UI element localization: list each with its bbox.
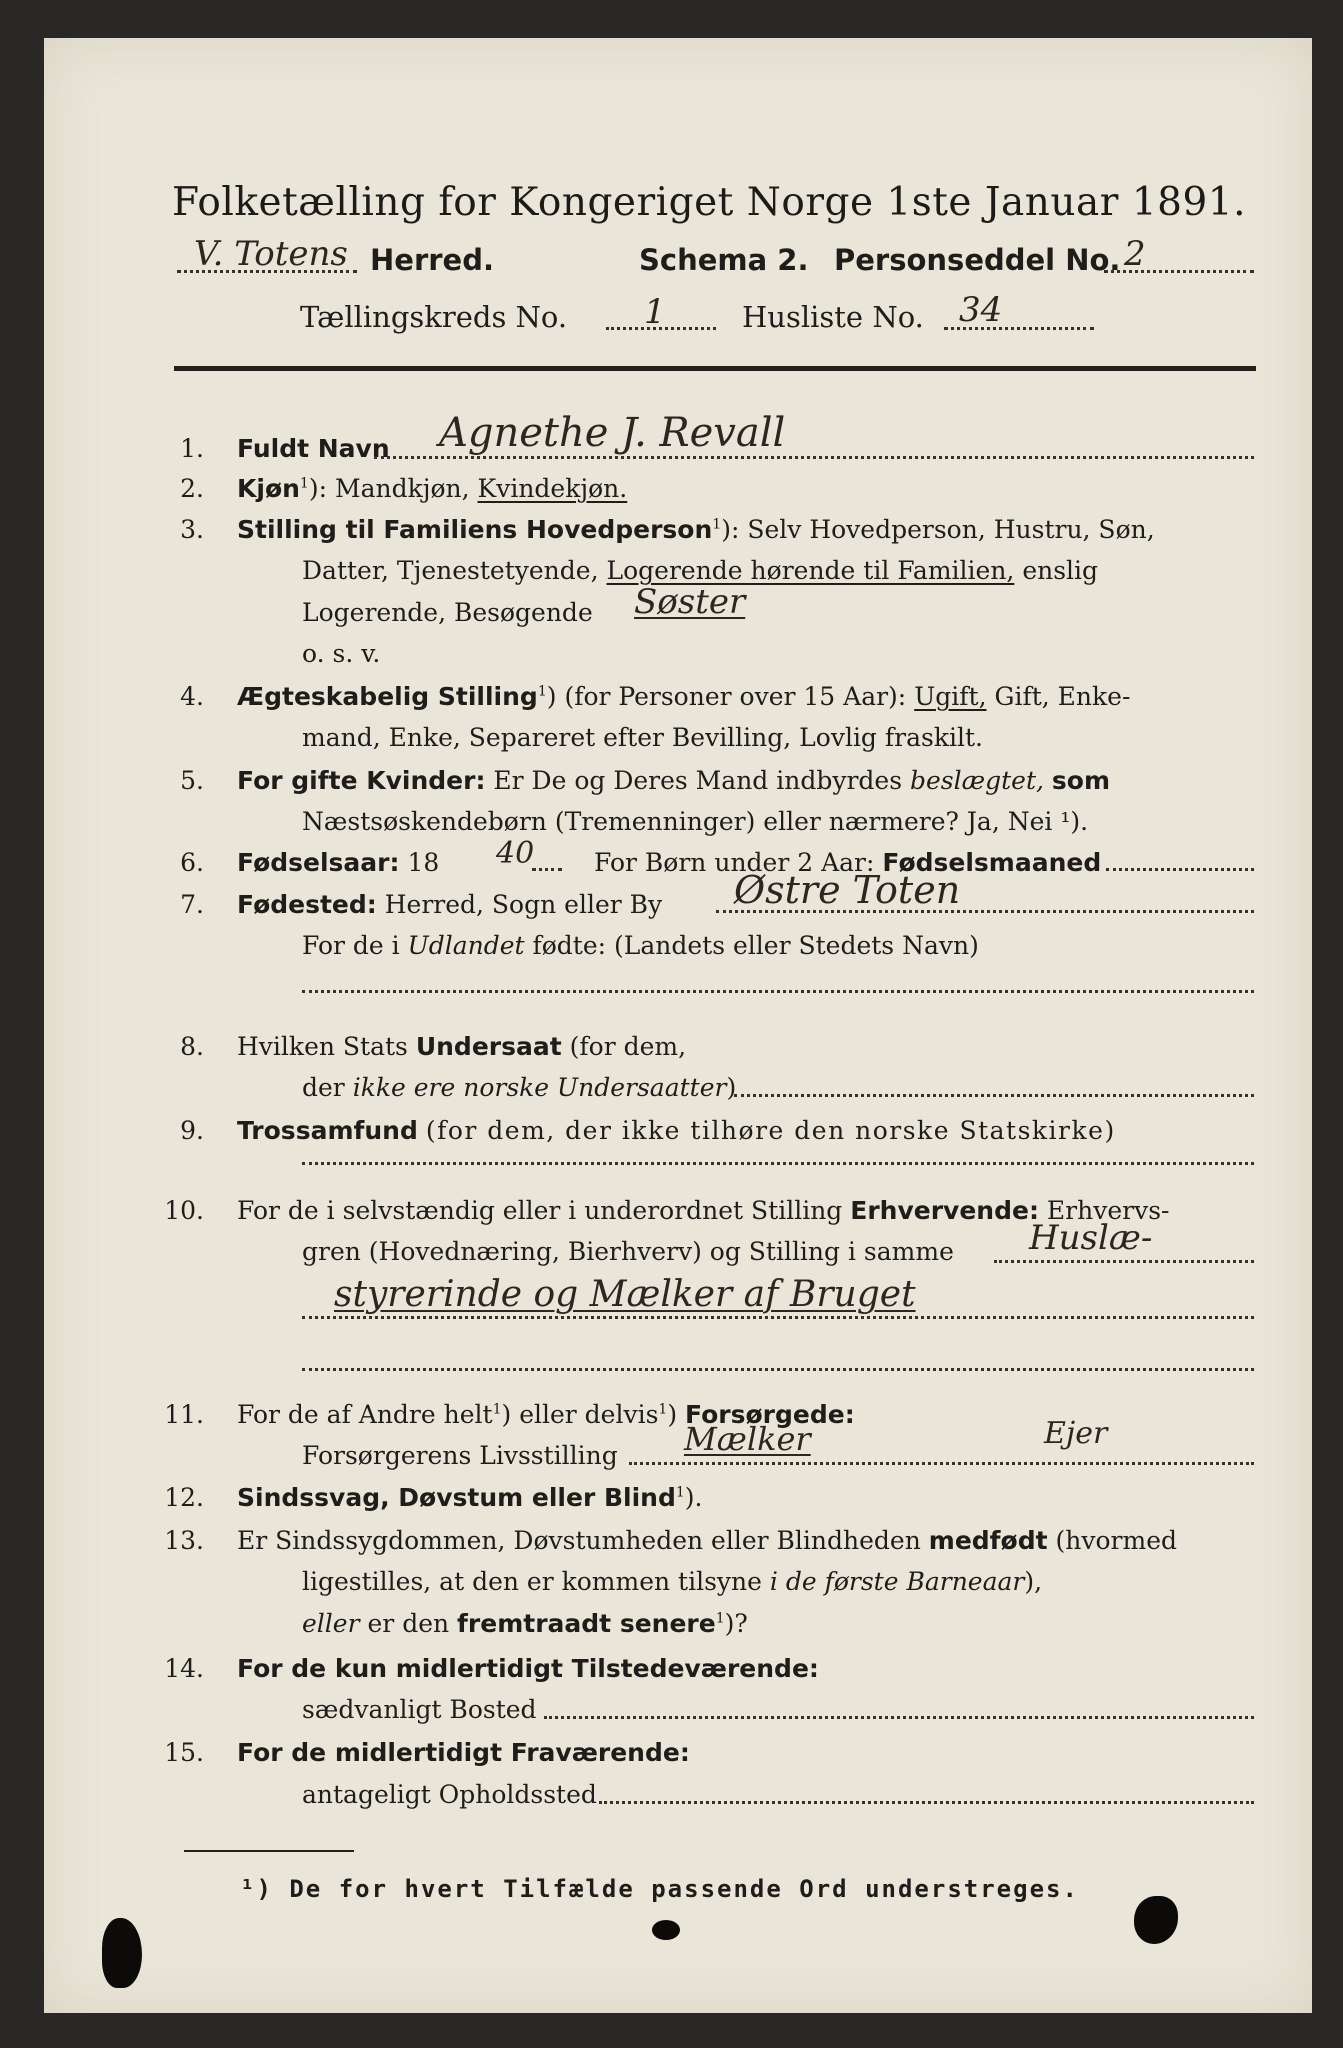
q1-label: Fuldt Navn xyxy=(237,434,390,463)
herred-label: Herred. xyxy=(370,243,494,277)
q9-label: Trossamfund xyxy=(237,1116,418,1145)
q10-number: 10. xyxy=(164,1196,204,1225)
q3-label: Stilling til Familiens Hovedperson xyxy=(237,515,713,544)
q4-selected: Ugift, xyxy=(914,682,987,711)
footnote: ¹) De for hvert Tilfælde passende Ord understreges. xyxy=(240,1875,1079,1903)
kreds-label: Tællingskreds No. xyxy=(300,300,568,334)
q15-label: For de midlertidigt Fraværende: xyxy=(237,1738,690,1767)
q14-label: For de kun midlertidigt Tilstedeværende: xyxy=(237,1654,819,1683)
q3-answer: Søster xyxy=(634,582,746,622)
q15-number: 15. xyxy=(164,1738,204,1767)
q13-label: medfødt xyxy=(928,1526,1048,1555)
q5-number: 5. xyxy=(180,766,204,795)
ink-blot-left xyxy=(102,1918,142,1988)
q10-label: Erhvervende: xyxy=(850,1196,1039,1225)
q14-number: 14. xyxy=(164,1654,204,1683)
q10-answer-2: styrerinde og Mælker af Bruget xyxy=(334,1274,916,1315)
q11-answer: Mælker xyxy=(684,1420,811,1458)
ink-blot-right xyxy=(1134,1896,1178,1944)
q7-number: 7. xyxy=(180,890,204,919)
q6-answer: 40 xyxy=(496,836,535,871)
q1-answer: Agnethe J. Revall xyxy=(439,410,786,456)
q1-number: 1. xyxy=(180,434,204,463)
q3-number: 3. xyxy=(180,515,204,544)
q6-label: Fødselsaar: xyxy=(237,848,400,877)
husliste-label: Husliste No. xyxy=(742,300,924,334)
ink-blot-center xyxy=(652,1920,680,1940)
personseddel-value: 2 xyxy=(1124,234,1146,274)
footnote-rule xyxy=(184,1850,354,1852)
q7-label: Fødested: xyxy=(237,890,377,919)
herred-value: V. Totens xyxy=(194,234,348,274)
q11-label: Forsørgede: xyxy=(685,1400,855,1429)
q13-number: 13. xyxy=(164,1526,204,1555)
form-title: Folketælling for Kongeriget Norge 1ste Januar 1891. xyxy=(172,180,1246,225)
husliste-value: 34 xyxy=(959,290,1003,330)
q4-number: 4. xyxy=(180,682,204,711)
q5-label: For gifte Kvinder: xyxy=(237,766,486,795)
q9-number: 9. xyxy=(180,1116,204,1145)
q11-answer-2: Ejer xyxy=(1044,1416,1108,1451)
q8-number: 8. xyxy=(180,1032,204,1061)
header-rule xyxy=(174,366,1256,371)
kreds-value: 1 xyxy=(644,292,666,332)
personseddel-label: Personseddel No. xyxy=(834,243,1121,277)
q4-label: Ægteskabelig Stilling xyxy=(237,682,538,711)
q3-selected: Logerende hørende til Familien, xyxy=(606,556,1015,585)
q10-answer-1: Huslæ- xyxy=(1029,1218,1153,1258)
q12-number: 12. xyxy=(164,1483,204,1512)
q2-number: 2. xyxy=(180,474,204,503)
q6-number: 6. xyxy=(180,848,204,877)
census-form: Folketælling for Kongeriget Norge 1ste Januar 1891. V. Totens Herred. Schema 2. Personseddel No. 2 Tællingskreds No. 1 Husliste No. 34 1. Fuldt Navn Agnethe J. Revall 2. Kjøn$^1$): Mandkjøn, Kvindekjøn. 3. Stilling til Familiens Hovedperson$^1$): Selv Hovedperson, Hustru, Søn, Datter, Tjenestetyende, Logerende hørende til Familien, enslig Logerende, Besøgende Søster o. s. v. 4. Ægteskabelig Stilling$^1$) (for Personer over 15 Aar): Ugift, Gift, Enke- mand, Enke, Separeret efter Bevilling, Lovlig fraskilt. 5. For gifte Kvinder: Er De og Deres Mand indbyrdes beslægtet, som Næstsøskendebørn (Tremenninger) eller nærmere? Ja, Nei ¹). 6. Fødselsaar: 18 40 For Børn under 2 Aar: Fødselsmaaned 7. Fødested: Herred, Sogn eller By Østre Toten For de i Udlandet fødte: (Landets eller Stedets Navn) 8. Hvilken Stats Undersaat (for dem, der ikke ere norske Undersaatter) 9. Trossamfund (for dem, der ikke tilhøre den norske Statskirke) 10. For de i selvstændig eller i underordnet Stilling Erhvervende: Erhvervs- gren (Hovednæring, Bierhverv) og Stilling i samme Huslæ- styrerinde og Mælker af Bruget 11. For de af Andre helt$^1$) eller delvis$^1$) Forsørgede: Forsørgerens Livsstilling Mælker Ejer 12. Sindssvag, Døvstum eller Blind$^1$). 13. Er Sindssygdommen, Døvstumheden eller Blindheden medfødt (hvormed ligestilles, at den er kommen tilsyne i de første Barneaar), eller er den fremtraadt senere$^1$)? 14. For de kun midlertidigt Tilstedeværende: sædvanligt Bosted 15. For de midlertidigt Fraværende: antageligt Opholdssted ¹) De for hvert Tilfælde passende Ord understreges. xyxy=(44,38,1312,2013)
schema-label: Schema 2. xyxy=(639,243,809,277)
q2-label: Kjøn xyxy=(237,474,300,503)
q11-number: 11. xyxy=(164,1400,204,1429)
q2-selected: Kvindekjøn. xyxy=(477,474,628,503)
q12-label: Sindssvag, Døvstum eller Blind xyxy=(237,1483,676,1512)
q7-answer: Østre Toten xyxy=(734,868,961,912)
q8-label: Undersaat xyxy=(415,1032,562,1061)
